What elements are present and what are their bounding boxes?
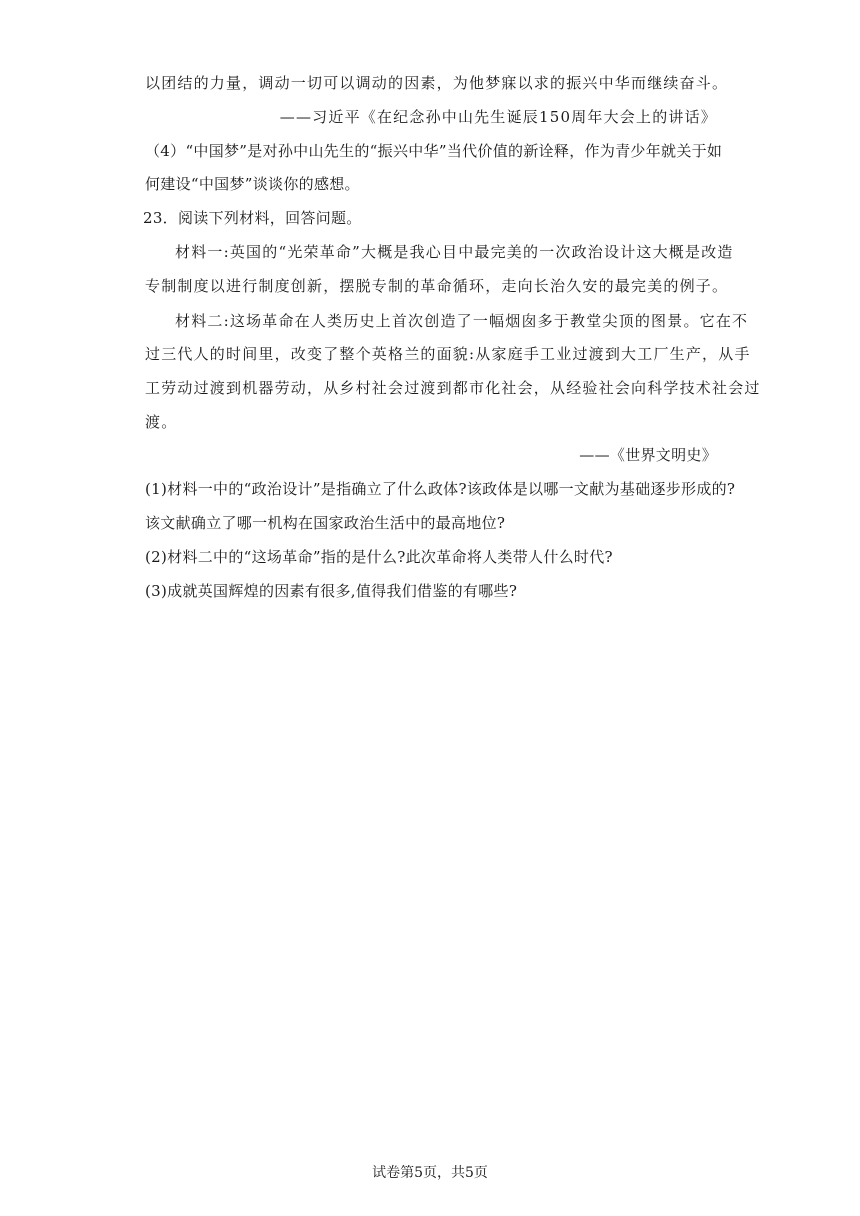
material-1-line-2: 专制制度以进行制度创新，摆脱专制的革命循环，走向长治久安的最完美的例子。 [145,277,729,295]
page-footer: 试卷第5页，共5页 [372,1165,488,1181]
quote-attribution: ——习近平《在纪念孙中山先生诞辰150周年大会上的讲话》 [279,108,717,126]
quote-text: 以团结的力量，调动一切可以调动的因素，为他梦寐以求的振兴中华而继续奋斗。 [145,74,729,92]
sub-question-1-line-1: (1)材料一中的“政治设计”是指确立了什么政体?该政体是以哪一文献为基础逐步形成的? [145,480,736,498]
sub-question-1-line-2: 该文献确立了哪一机构在国家政治生活中的最高地位? [145,514,506,532]
material-2-line-2: 过三代人的时间里，改变了整个英格兰的面貌:从家庭手工业过渡到大工厂生产，从手 [145,345,751,363]
sub-question-4-line-2: 何建设“中国梦”谈谈你的感想。 [145,175,360,193]
material-2-line-3: 工劳动过渡到机器劳动，从乡村社会过渡到都市化社会，从经验社会向科学技术社会过 [145,379,761,397]
material-2-line-4: 渡。 [145,413,178,431]
material-2-line-1: 材料二:这场革命在人类历史上首次创造了一幅烟囱多于教堂尖顶的图景。它在不 [175,312,749,330]
material-1-line-1: 材料一:英国的“光荣革命”大概是我心目中最完美的一次政治设计这大概是改造 [175,243,734,261]
material-source: ——《世界文明史》 [579,446,717,464]
sub-question-3: (3)成就英国辉煌的因素有很多,值得我们借鉴的有哪些? [145,582,518,600]
sub-question-4-line-1: （4）“中国梦”是对孙中山先生的“振兴中华”当代价值的新诠释，作为青少年就关于如 [145,142,723,160]
sub-question-2: (2)材料二中的“这场革命”指的是什么?此次革命将人类带人什么时代? [145,548,613,566]
question-23-stem: 23．阅读下列材料，回答问题。 [143,209,362,227]
